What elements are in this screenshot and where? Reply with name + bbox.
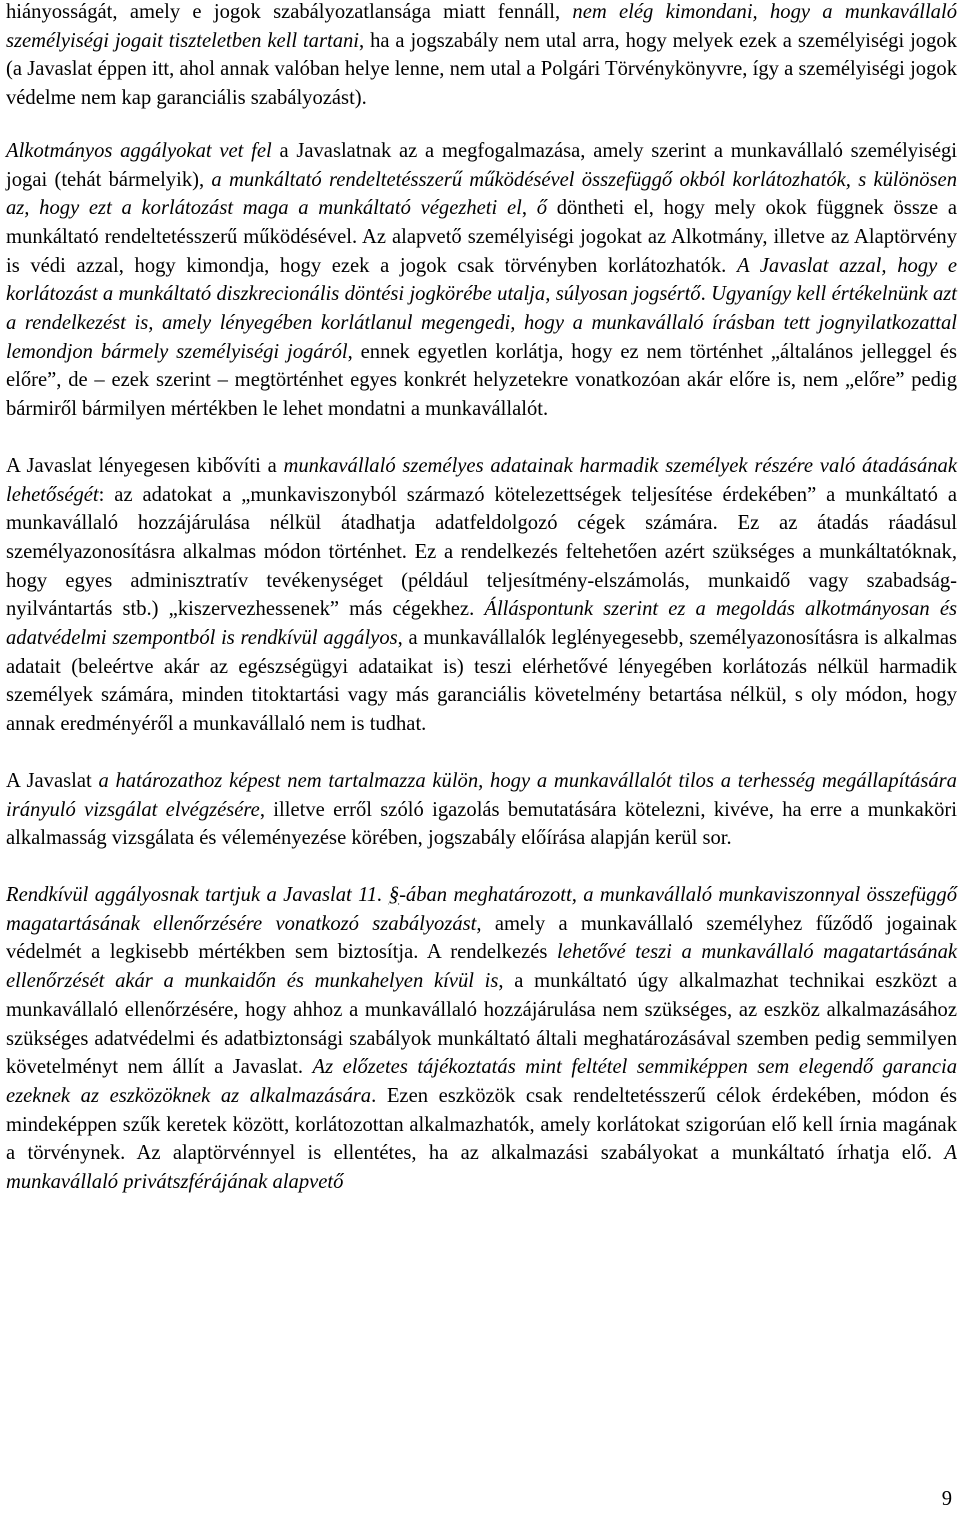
italic-text: munkavállaló személyes adatainak harmadik személyek részére való átadásának lehetőségét: [6, 454, 957, 506]
text-run: A Javaslat lényegesen kibővíti a: [6, 454, 284, 477]
italic-text: A Javaslat azzal, hogy e korlátozást a munkáltató diszkrecionális döntési jogkörébe utalja, súlyosan jogsértő: [6, 254, 957, 306]
italic-text: Alkotmányos aggályokat vet fel: [6, 139, 272, 162]
italic-text: §: [388, 883, 400, 906]
document-page: [6, 0, 957, 1197]
italic-text: lehetővé teszi a munkavállaló magatartásának ellenőrzését akár a munkaidőn és munkahelyen kívül is: [6, 941, 958, 993]
text-run: , a munkavállalók leglényegesebb, személyazonosításra is alkalmas adatait (beleértve akár az egészségügyi adataikat is) teszi elérhetővé lényegében korlátozás nélkül harmadik személyek számára, minden titoktartási vagy más garanciális követelmény betartása nélkül, s oly módon, hogy annak eredményéről a munkavállaló nem is tudhat.: [6, 627, 958, 736]
italic-text: ő: [536, 197, 547, 220]
italic-text: Rendkívül aggályosnak tartjuk a Javaslat 11.: [6, 883, 389, 906]
text-run: A Javaslat: [6, 769, 99, 792]
text-run: döntheti el, hogy mely okok függnek össze a munkáltató rendeltetésszerű működésével. Az alapvető személyiségi jogokat az Alkotmány, illetve az Alaptörvény is védi azzal, hogy kimondja, hogy ezek a jogok csak törvényben korlátozhatók.: [6, 197, 958, 277]
page-number: 9: [941, 1488, 952, 1510]
text-run: ,: [521, 197, 537, 220]
text-run: , illetve erről szóló igazolás bemutatására kötelezni, kivéve, ha erre a munkaköri alkalmasság vizsgálata és véleményezése körében, jogszabály előírása alapján kerül sor.: [6, 798, 957, 850]
paragraph-3: [6, 452, 957, 739]
italic-text: -ában meghatározott, a munkavállaló munkaviszonnyal összefüggő magatartásának ellenőrzésére vonatkozó szabályozást: [6, 883, 958, 935]
text-run: : az adatokat a „munkaviszonyból származó kötelezettségek teljesítése érdekében” a munkáltató a munkavállaló hozzájárulása nélkül átadhatja adatfeldolgozó cégek számára. Ez az átadás ráadásul személyazonosításra alkalmas módon történhet. Ez a rendelkezés feltehetően azért szükséges a munkáltatóknak, hogy egyes adminisztratív tevékenységet (például teljesítmény-elszámolás, munkaidő vagy szabadság-nyilvántartás stb.) „kiszervezhessenek” más cégekhez.: [6, 483, 957, 621]
text-run: , ennek egyetlen korlátja, hogy ez nem történhet „általános jelleggel és előre”, de – ezek szerint – megtörténhet egyes konkrét helyzetekre vonatkozóan akár előre is, nem „előre” pedig bármiről bármilyen mértékben le lehet mondatni a munkavállalót.: [6, 340, 958, 421]
text-run: a Javaslatnak az a megfogalmazása, amely szerint a munkavállaló személyiségi jogai (tehát bármelyik),: [6, 139, 957, 191]
paragraph-2: [6, 137, 957, 424]
text-run: , a munkáltató úgy alkalmazhat technikai eszközt a munkavállaló ellenőrzésére, hogy ahhoz a munkavállaló hozzájárulása nem szükséges, az eszköz alkalmazásához szükséges adatvédelmi és adatbiztonsági szabályok munkáltató általi meghatározásával szemben pedig semmilyen követelményt nem állít a Javaslat.: [6, 970, 958, 1079]
text-run: , ha a jogszabály nem utal arra, hogy melyek ezek a személyiségi jogok (a Javaslat éppen itt, ahol annak valóban helye lenne, nem utal a Polgári Törvénykönyvre, így a személyiségi jogok védelme nem kap garanciális szabályozást).: [6, 29, 957, 110]
italic-text: Álláspontunk szerint ez a megoldás alkotmányosan és adatvédelmi szempontból is rendkívül aggályos: [6, 598, 957, 650]
text-run: hiányosságát, amely e jogok szabályozatlansága miatt fennáll,: [6, 1, 573, 23]
italic-text: Az előzetes tájékoztatás mint feltétel semmiképpen sem elegendő garancia ezeknek az eszközöknek az alkalmazására: [6, 1056, 957, 1107]
italic-text: a munkáltató rendeltetésszerű működésével összefüggő okból korlátozhatók, s különösen az, hogy ezt a korlátozást maga a munkáltató végezheti el: [6, 168, 957, 220]
paragraph-4: [6, 767, 957, 853]
italic-text: Ugyanígy kell értékelnünk azt a rendelkezést is, amely lényegében korlátlanul megengedi, hogy a munkavállaló írásban tett jognyilatkozattal lemondjon bármely személyiségi jogáról: [6, 283, 957, 363]
text-run: , amely a munkavállaló személyhez fűződő jogainak védelmét a legkisebb mértékben sem biztosítja. A rendelkezés: [6, 912, 957, 964]
paragraph-5: [6, 881, 957, 1197]
paragraph-1: [6, 0, 957, 113]
text-run: . Ezen eszközök csak rendeltetésszerű célok érdekében, módon és mindeképpen szűk keretek között, korlátozottan alkalmazhatók, amely korlátokat szigorúan elő kell írnia magának a törvénynek. Az alaptörvénnyel is ellentétes, ha az alkalmazási szabályokat a munkáltató írhatja elő.: [6, 1084, 957, 1165]
italic-text: nem elég kimondani, hogy a munkavállaló személyiségi jogait tiszteletben kell tartani: [6, 1, 957, 52]
italic-text: a határozathoz képest nem tartalmazza külön, hogy a munkavállalót tilos a terhesség megállapítására irányuló vizsgálat elvégzésére: [6, 769, 957, 821]
italic-text: A munkavállaló privátszférájának alapvető: [6, 1142, 957, 1194]
text-run: .: [700, 283, 712, 306]
